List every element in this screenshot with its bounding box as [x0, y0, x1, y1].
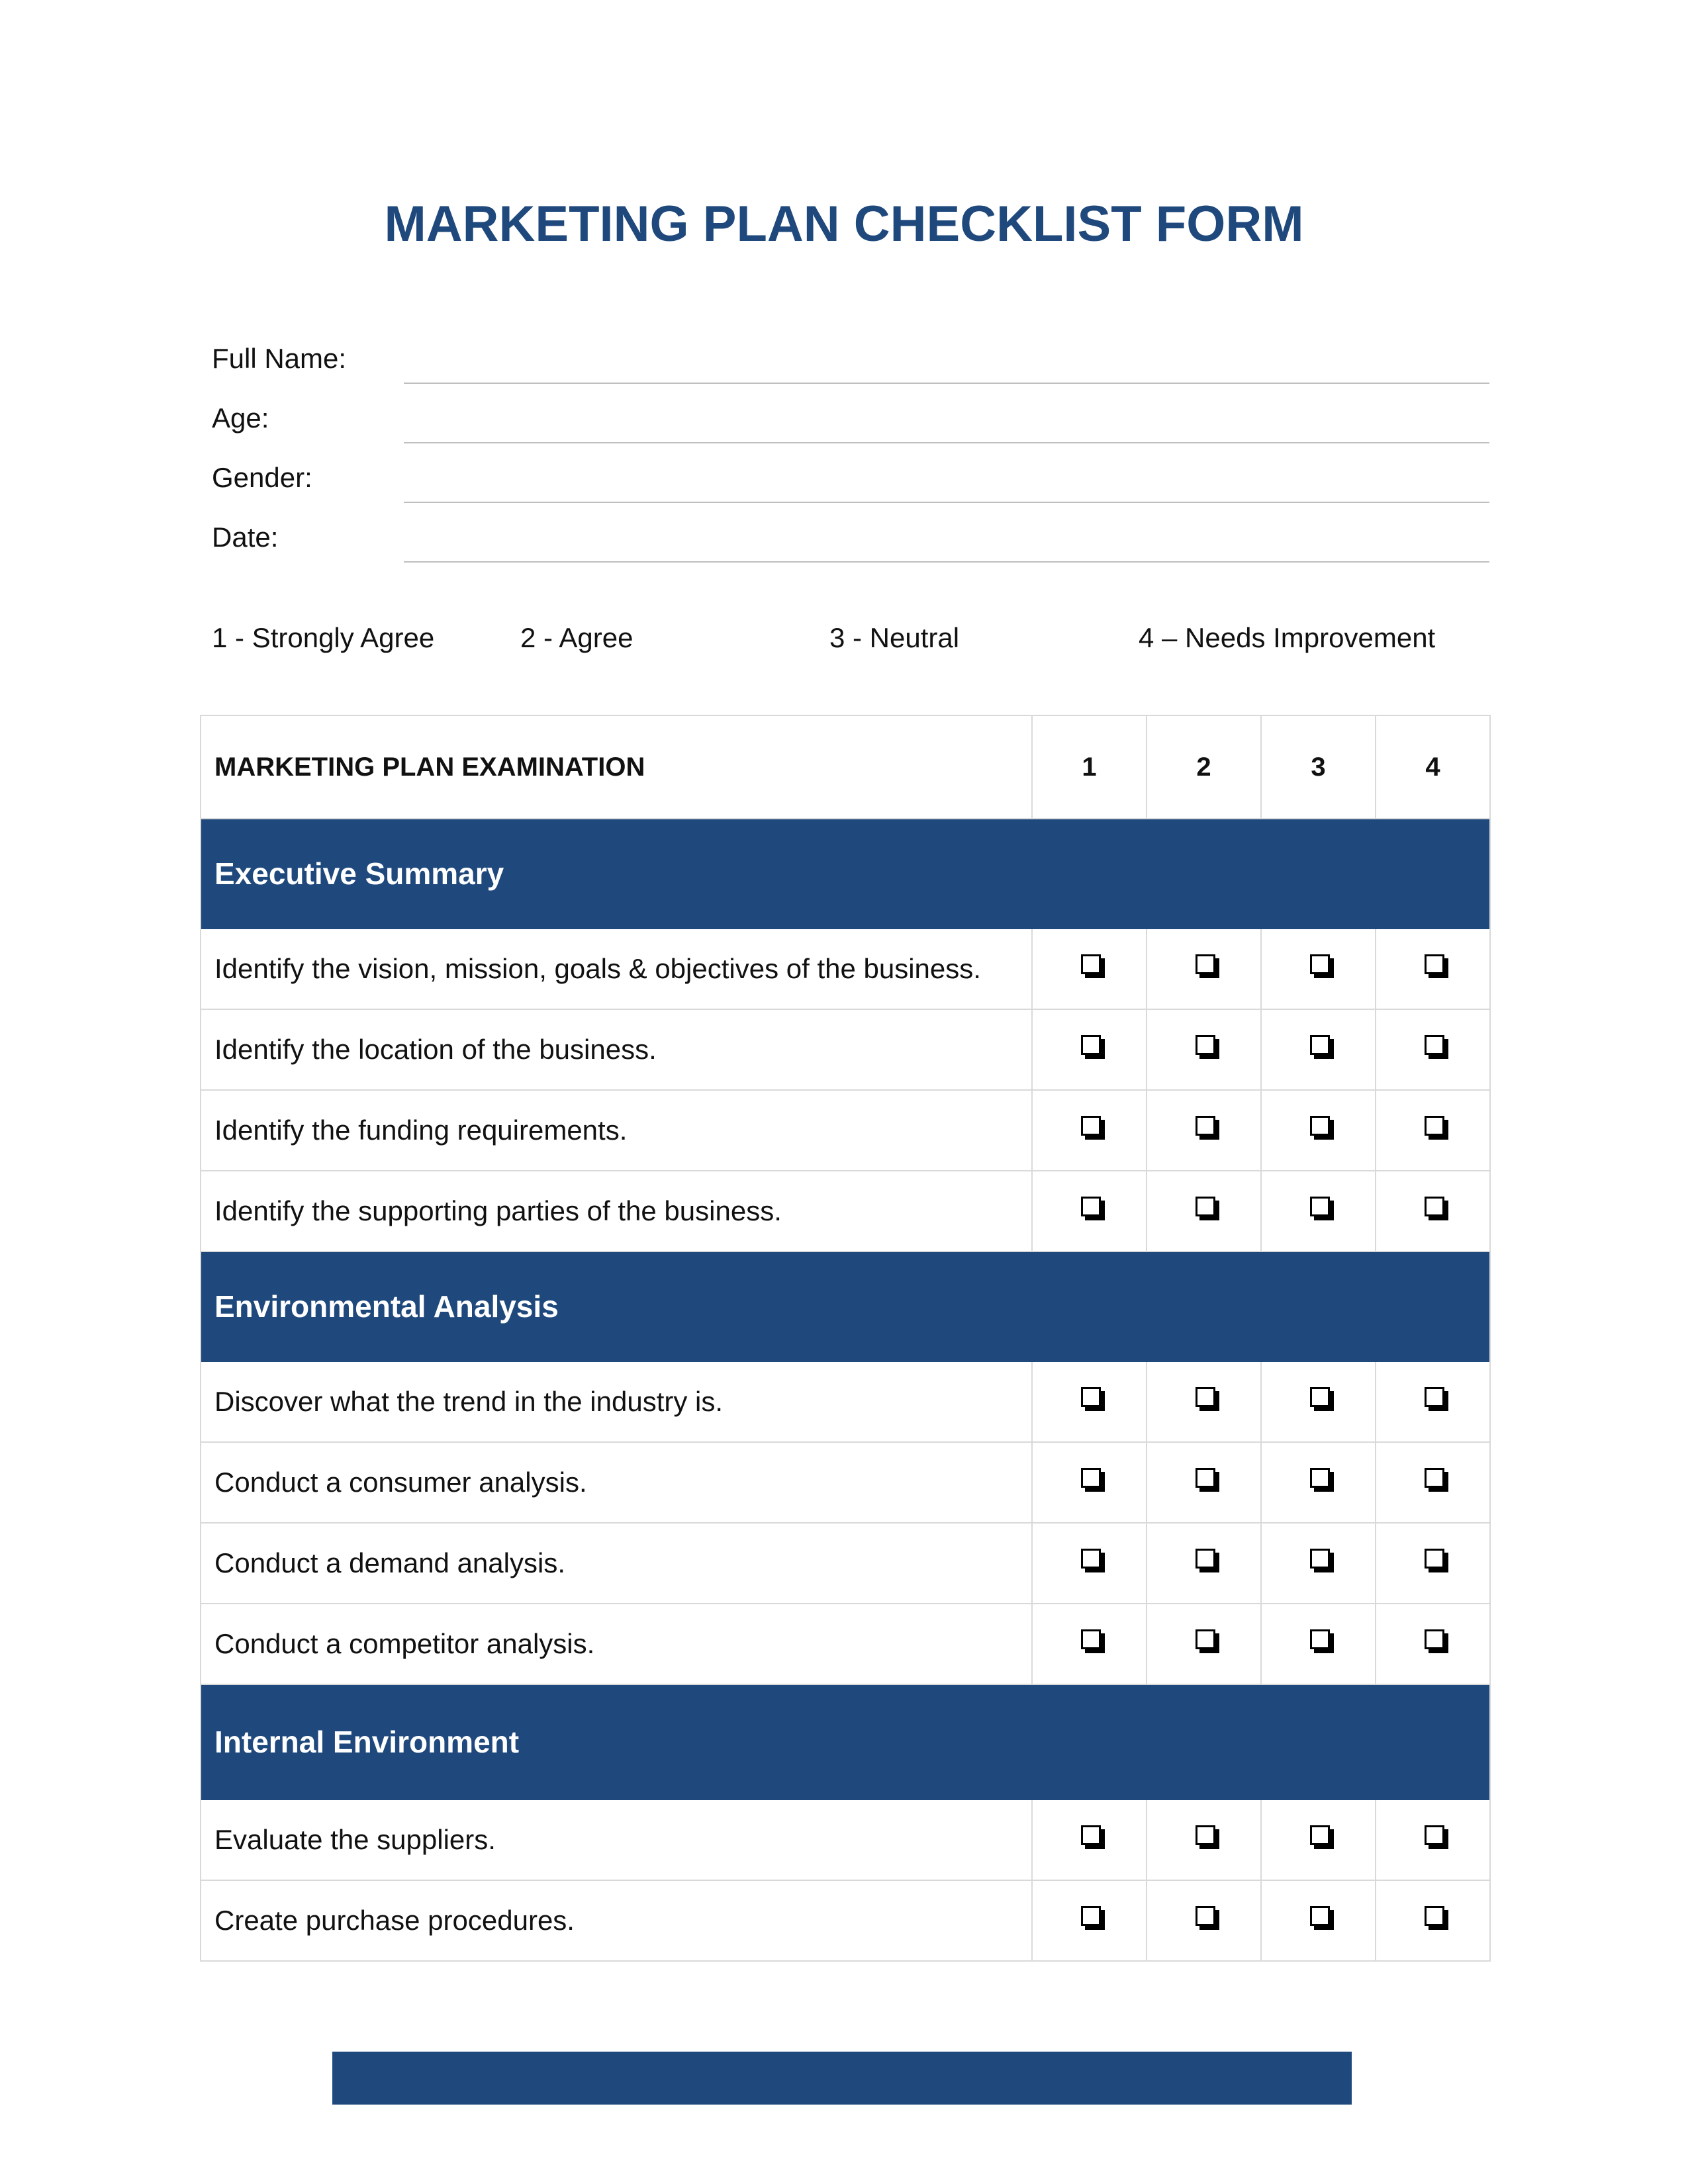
- checkbox-wrapper: [1189, 1628, 1219, 1660]
- checkbox-wrapper: [1303, 1034, 1334, 1066]
- table-row: [201, 1881, 1489, 1962]
- rating-cell-4: [1376, 1010, 1489, 1089]
- rating-cell-1: [1033, 1362, 1147, 1441]
- checkbox-icon[interactable]: [1310, 954, 1334, 978]
- checkbox-icon[interactable]: [1196, 1387, 1219, 1411]
- checkbox-wrapper: [1303, 1195, 1334, 1227]
- checklist-item-text: Conduct a consumer analysis.: [201, 1443, 1033, 1522]
- checklist-item-text: Identify the funding requirements.: [201, 1091, 1033, 1170]
- checklist-item-text: Discover what the trend in the industry is.: [201, 1362, 1033, 1441]
- table-header-row: [201, 716, 1489, 819]
- checkbox-wrapper: [1074, 1386, 1105, 1418]
- checkbox-wrapper: [1303, 1824, 1334, 1856]
- section-header-row: [201, 1685, 1489, 1800]
- checkbox-icon[interactable]: [1425, 1629, 1448, 1653]
- age-label: Age:: [212, 402, 269, 433]
- checkbox-wrapper: [1303, 1386, 1334, 1418]
- rating-cell-3: [1262, 1010, 1376, 1089]
- rating-cell-3: [1262, 929, 1376, 1009]
- scale-1-label: 1 - Strongly Agree: [212, 622, 435, 653]
- table-row: [201, 1443, 1489, 1524]
- checkbox-icon[interactable]: [1081, 1116, 1105, 1140]
- rating-cell-2: [1147, 1362, 1262, 1441]
- checkbox-icon[interactable]: [1310, 1549, 1334, 1572]
- checkbox-icon[interactable]: [1425, 1906, 1448, 1930]
- checkbox-icon[interactable]: [1310, 1906, 1334, 1930]
- checkbox-wrapper: [1303, 1628, 1334, 1660]
- table-row: [201, 929, 1489, 1010]
- rating-cell-1: [1033, 1800, 1147, 1880]
- checkbox-wrapper: [1074, 953, 1105, 985]
- column-header-4: 4: [1425, 752, 1440, 782]
- checklist-table: [200, 715, 1491, 1962]
- checkbox-wrapper: [1074, 1034, 1105, 1066]
- rating-cell-3: [1262, 1091, 1376, 1170]
- column-header-3: 3: [1262, 716, 1376, 818]
- checkbox-wrapper: [1303, 1467, 1334, 1498]
- date-input-line[interactable]: [404, 561, 1489, 563]
- checkbox-icon[interactable]: [1310, 1197, 1334, 1220]
- scale-3-label: 3 - Neutral: [829, 622, 960, 653]
- checkbox-icon[interactable]: [1196, 1629, 1219, 1653]
- checkbox-icon[interactable]: [1081, 954, 1105, 978]
- gender-label: Gender:: [212, 462, 312, 493]
- checkbox-wrapper: [1418, 1547, 1448, 1579]
- section-header-row: [201, 819, 1489, 929]
- rating-cell-3: [1262, 1604, 1376, 1684]
- checkbox-icon[interactable]: [1425, 954, 1448, 978]
- checkbox-icon[interactable]: [1196, 1468, 1219, 1492]
- checkbox-wrapper: [1303, 953, 1334, 985]
- full-name-label: Full Name:: [212, 343, 347, 374]
- rating-cell-1: [1033, 1604, 1147, 1684]
- checklist-item-text: Identify the location of the business.: [201, 1010, 1033, 1089]
- rating-cell-4: [1376, 1443, 1489, 1522]
- footer-bar: [332, 2052, 1352, 2105]
- checkbox-wrapper: [1189, 1115, 1219, 1146]
- checklist-item-text: Conduct a demand analysis.: [201, 1524, 1033, 1603]
- rating-cell-3: [1262, 1881, 1376, 1960]
- table-row: [201, 1171, 1489, 1252]
- checkbox-wrapper: [1418, 953, 1448, 985]
- section-title: Executive Summary: [214, 856, 504, 891]
- rating-cell-1: [1033, 1091, 1147, 1170]
- checkbox-wrapper: [1418, 1467, 1448, 1498]
- rating-cell-4: [1376, 929, 1489, 1009]
- checkbox-wrapper: [1418, 1034, 1448, 1066]
- checkbox-icon[interactable]: [1081, 1468, 1105, 1492]
- section-title: Internal Environment: [214, 1725, 520, 1759]
- checkbox-wrapper: [1189, 1386, 1219, 1418]
- column-header-2: 2: [1147, 716, 1262, 818]
- checkbox-wrapper: [1189, 1905, 1219, 1936]
- date-field-row: [212, 503, 1489, 563]
- checkbox-icon[interactable]: [1196, 1825, 1219, 1849]
- checkbox-wrapper: [1189, 1467, 1219, 1498]
- full-name-field-row: [212, 324, 1489, 384]
- rating-cell-3: [1262, 1800, 1376, 1880]
- rating-cell-3: [1262, 1524, 1376, 1603]
- rating-cell-1: [1033, 929, 1147, 1009]
- rating-cell-4: [1376, 1604, 1489, 1684]
- checklist-item-text: Evaluate the suppliers.: [201, 1800, 1033, 1880]
- section-title: Environmental Analysis: [214, 1289, 559, 1324]
- rating-cell-3: [1262, 1171, 1376, 1251]
- table-row: [201, 1800, 1489, 1881]
- checkbox-icon[interactable]: [1310, 1116, 1334, 1140]
- checkbox-icon[interactable]: [1081, 1629, 1105, 1653]
- checkbox-wrapper: [1189, 1547, 1219, 1579]
- rating-cell-2: [1147, 1443, 1262, 1522]
- checkbox-icon[interactable]: [1196, 1549, 1219, 1572]
- checklist-item-text: Conduct a competitor analysis.: [201, 1604, 1033, 1684]
- checkbox-wrapper: [1189, 1195, 1219, 1227]
- scale-4-label: 4 – Needs Improvement: [1139, 622, 1436, 653]
- checklist-item-text: Create purchase procedures.: [201, 1881, 1033, 1960]
- checkbox-icon[interactable]: [1081, 1906, 1105, 1930]
- page-title: MARKETING PLAN CHECKLIST FORM: [384, 196, 1304, 252]
- checkbox-wrapper: [1418, 1905, 1448, 1936]
- table-row: [201, 1362, 1489, 1443]
- checkbox-wrapper: [1303, 1547, 1334, 1579]
- table-row: [201, 1010, 1489, 1091]
- rating-cell-4: [1376, 1091, 1489, 1170]
- checkbox-wrapper: [1189, 953, 1219, 985]
- checkbox-wrapper: [1074, 1115, 1105, 1146]
- rating-cell-3: [1262, 1362, 1376, 1441]
- age-field-row: [212, 384, 1489, 443]
- checkbox-icon[interactable]: [1196, 1035, 1219, 1059]
- checkbox-wrapper: [1303, 1905, 1334, 1936]
- rating-cell-3: [1262, 1443, 1376, 1522]
- checkbox-wrapper: [1074, 1824, 1105, 1856]
- checkbox-icon[interactable]: [1196, 1197, 1219, 1220]
- checkbox-icon[interactable]: [1425, 1468, 1448, 1492]
- rating-scale-legend: [212, 622, 1489, 662]
- checkbox-icon[interactable]: [1081, 1035, 1105, 1059]
- checkbox-icon[interactable]: [1081, 1825, 1105, 1849]
- checkbox-icon[interactable]: [1310, 1035, 1334, 1059]
- checkbox-icon[interactable]: [1425, 1387, 1448, 1411]
- checkbox-wrapper: [1074, 1905, 1105, 1936]
- rating-cell-1: [1033, 1171, 1147, 1251]
- rating-cell-4: [1376, 1362, 1489, 1441]
- checkbox-icon[interactable]: [1425, 1549, 1448, 1572]
- section-header-row: [201, 1252, 1489, 1362]
- checkbox-icon[interactable]: [1425, 1197, 1448, 1220]
- checkbox-icon[interactable]: [1310, 1825, 1334, 1849]
- table-row: [201, 1091, 1489, 1171]
- rating-cell-4: [1376, 1524, 1489, 1603]
- rating-cell-2: [1147, 1800, 1262, 1880]
- checkbox-icon[interactable]: [1081, 1549, 1105, 1572]
- table-row: [201, 1524, 1489, 1604]
- checkbox-wrapper: [1418, 1195, 1448, 1227]
- checkbox-icon[interactable]: [1425, 1825, 1448, 1849]
- rating-cell-2: [1147, 1524, 1262, 1603]
- checkbox-icon[interactable]: [1196, 1116, 1219, 1140]
- checklist-item-text: Identify the supporting parties of the business.: [201, 1171, 1033, 1251]
- rating-cell-1: [1033, 1881, 1147, 1960]
- rating-cell-1: [1033, 1443, 1147, 1522]
- checkbox-wrapper: [1418, 1628, 1448, 1660]
- rating-cell-2: [1147, 1091, 1262, 1170]
- checkbox-icon[interactable]: [1425, 1116, 1448, 1140]
- checkbox-wrapper: [1189, 1034, 1219, 1066]
- checklist-item-text: Identify the vision, mission, goals & objectives of the business.: [201, 929, 1033, 1009]
- checkbox-wrapper: [1189, 1824, 1219, 1856]
- rating-cell-4: [1376, 1800, 1489, 1880]
- checkbox-wrapper: [1303, 1115, 1334, 1146]
- checkbox-icon[interactable]: [1310, 1468, 1334, 1492]
- rating-cell-2: [1147, 1010, 1262, 1089]
- checkbox-wrapper: [1074, 1467, 1105, 1498]
- rating-cell-2: [1147, 1171, 1262, 1251]
- column-header-1: 1: [1033, 716, 1147, 818]
- rating-cell-4: [1376, 1171, 1489, 1251]
- checkbox-wrapper: [1074, 1628, 1105, 1660]
- checkbox-icon[interactable]: [1310, 1387, 1334, 1411]
- scale-2-label: 2 - Agree: [520, 622, 633, 653]
- checkbox-wrapper: [1074, 1547, 1105, 1579]
- rating-cell-2: [1147, 929, 1262, 1009]
- checkbox-icon[interactable]: [1196, 954, 1219, 978]
- checkbox-wrapper: [1418, 1824, 1448, 1856]
- rating-cell-2: [1147, 1604, 1262, 1684]
- table-row: [201, 1604, 1489, 1685]
- checkbox-icon[interactable]: [1081, 1387, 1105, 1411]
- checkbox-icon[interactable]: [1425, 1035, 1448, 1059]
- checkbox-wrapper: [1418, 1386, 1448, 1418]
- gender-field-row: [212, 443, 1489, 503]
- checkbox-wrapper: [1074, 1195, 1105, 1227]
- table-header-label: MARKETING PLAN EXAMINATION: [201, 716, 1033, 818]
- rating-cell-1: [1033, 1524, 1147, 1603]
- checkbox-icon[interactable]: [1310, 1629, 1334, 1653]
- rating-cell-4: [1376, 1881, 1489, 1960]
- checkbox-icon[interactable]: [1081, 1197, 1105, 1220]
- table-body: [201, 819, 1489, 1962]
- rating-cell-2: [1147, 1881, 1262, 1960]
- checkbox-icon[interactable]: [1196, 1906, 1219, 1930]
- rating-cell-1: [1033, 1010, 1147, 1089]
- checkbox-wrapper: [1418, 1115, 1448, 1146]
- date-label: Date:: [212, 522, 279, 553]
